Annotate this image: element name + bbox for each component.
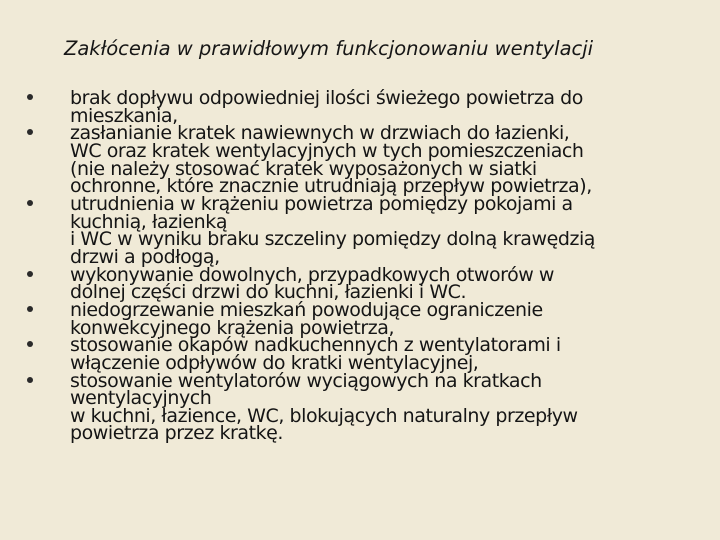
bullet-text bbox=[70, 263, 720, 304]
bullet-line: zasłanianie kratek nawiewnych w drzwiach do łazienki, bbox=[70, 122, 570, 145]
bullet-line: kuchnią, łazienką bbox=[70, 210, 228, 233]
bullet-text bbox=[70, 122, 720, 198]
bullet-dot-icon bbox=[27, 341, 33, 347]
bullet-line: (nie należy stosować kratek wyposażonych w siatki bbox=[70, 157, 537, 180]
bullet-dot-icon bbox=[27, 377, 33, 383]
slide-title: Zakłócenia w prawidłowym funkcjonowaniu wentylacji bbox=[64, 37, 594, 60]
bullet-text bbox=[70, 192, 720, 268]
bullet-dot-icon bbox=[27, 94, 33, 100]
bullet-line: wykonywanie dowolnych, przypadkowych otworów w bbox=[70, 263, 555, 286]
bullet-line: WC oraz kratek wentylacyjnych w tych pomieszczeniach bbox=[70, 139, 584, 162]
bullet-line: mieszkania, bbox=[70, 104, 178, 127]
bullet-line: i WC w wyniku braku szczeliny pomiędzy dolną krawędzią bbox=[70, 228, 595, 251]
bullet-line: stosowanie wentylatorów wyciągowych na kratkach bbox=[70, 369, 542, 392]
bullet-line: konwekcyjnego krążenia powietrza, bbox=[70, 316, 395, 339]
bullet-line: włączenie odpływów do kratki wentylacyjnej, bbox=[70, 351, 479, 374]
bullet-item bbox=[0, 192, 720, 268]
bullet-line: w kuchni, łazience, WC, blokujących naturalny przepływ bbox=[70, 404, 578, 427]
bullet-list bbox=[0, 87, 720, 445]
bullet-line: stosowanie okapów nadkuchennych z wentylatorami i bbox=[70, 334, 561, 357]
bullet-item bbox=[0, 87, 720, 127]
bullet-item bbox=[0, 122, 720, 198]
bullet-line: utrudnienia w krążeniu powietrza pomiędzy pokojami a bbox=[70, 192, 573, 215]
bullet-dot-icon bbox=[27, 129, 33, 135]
bullet-line: wentylacyjnych bbox=[70, 387, 212, 410]
bullet-dot-icon bbox=[27, 200, 33, 206]
bullet-item bbox=[0, 298, 720, 339]
bullet-line: brak dopływu odpowiedniej ilości świeżego powietrza do bbox=[70, 87, 583, 109]
bullet-text bbox=[70, 369, 720, 445]
bullet-text bbox=[70, 298, 720, 339]
bullet-dot-icon bbox=[27, 306, 33, 312]
bullet-text bbox=[70, 334, 720, 374]
bullet-line: dolnej części drzwi do kuchni, łazienki i WC. bbox=[70, 281, 467, 304]
bullet-line: niedogrzewanie mieszkań powodujące ograniczenie bbox=[70, 298, 543, 321]
bullet-item bbox=[0, 334, 720, 374]
bullet-line: ochronne, które znacznie utrudniają przepływ powietrza), bbox=[70, 175, 592, 198]
bullet-text bbox=[70, 87, 720, 127]
bullet-dot-icon bbox=[27, 271, 33, 277]
bullet-line: powietrza przez kratkę. bbox=[70, 422, 283, 445]
bullet-item bbox=[0, 369, 720, 445]
bullet-line: drzwi a podłogą, bbox=[70, 245, 220, 268]
bullet-item bbox=[0, 263, 720, 304]
